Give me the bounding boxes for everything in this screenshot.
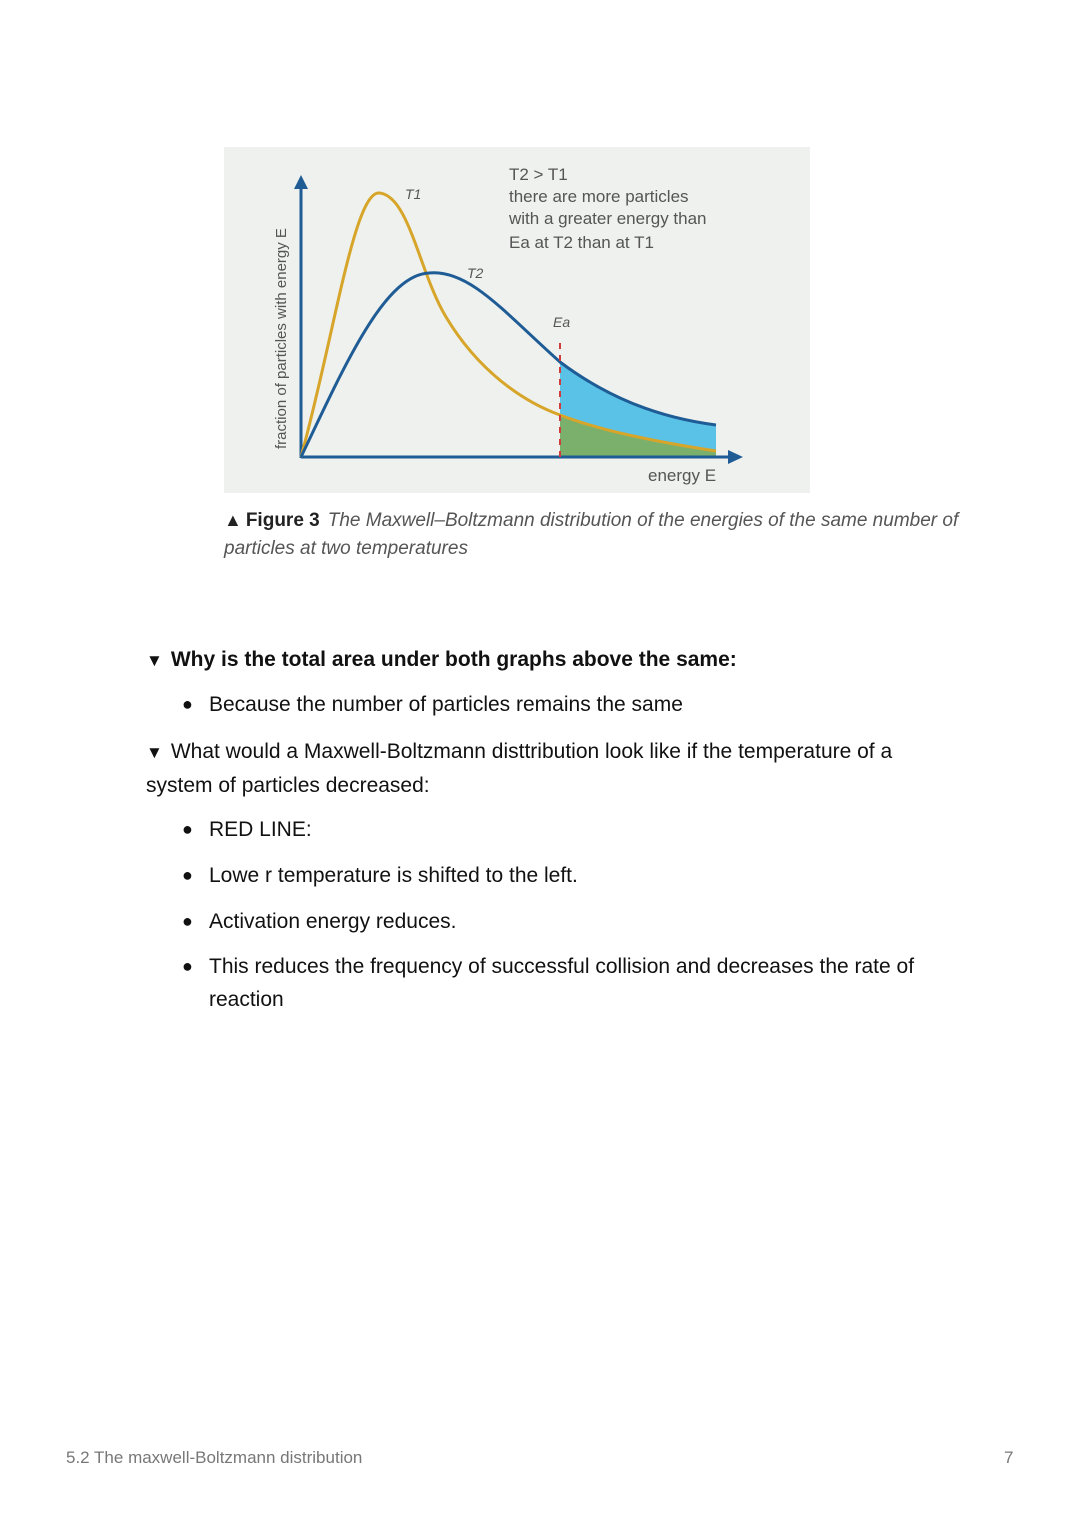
list-item-text: This reduces the frequency of successful collision and decreases the rate of reaction (209, 955, 915, 1011)
bullet-icon: ● (182, 911, 193, 931)
list-item (182, 950, 949, 1016)
caption-figure-number: Figure 3 (245, 510, 320, 531)
question-1[interactable] (146, 643, 946, 677)
annotation-line2: there are more particles (509, 187, 689, 206)
toggle-triangle-icon[interactable]: ▼ (146, 651, 163, 670)
list-item (182, 688, 949, 721)
ea-label: Ea (553, 314, 571, 330)
question-2[interactable] (146, 735, 946, 802)
maxwell-boltzmann-chart (224, 147, 810, 493)
list-item-text: Lowe r temperature is shifted to the left. (209, 864, 578, 887)
figure-caption (224, 506, 964, 563)
bullet-icon: ● (182, 956, 193, 976)
question-1-text: Why is the total area under both graphs above the same: (170, 648, 737, 671)
list-item-text: Because the number of particles remains the same (209, 693, 683, 716)
xlabel: energy E (648, 466, 717, 485)
curve-t2-label: T2 (467, 265, 484, 281)
list-item (182, 859, 949, 892)
x-axis-arrow (728, 450, 743, 464)
bullet-icon: ● (182, 865, 193, 885)
question-2-text: What would a Maxwell-Boltzmann disttribution look like if the temperature of a system of particles decreased: (146, 740, 893, 797)
toggle-triangle-icon[interactable]: ▼ (146, 743, 163, 762)
footer-title: 5.2 The maxwell-Boltzmann distribution (66, 1448, 363, 1467)
page-number: 7 (1004, 1448, 1014, 1467)
list-item-text: Activation energy reduces. (209, 910, 457, 933)
annotation-line1: T2 > T1 (509, 165, 568, 184)
caption-text: The Maxwell–Boltzmann distribution of the energies of the same number of particles at two temperatures (224, 510, 959, 559)
triangle-up-icon: ▲ (224, 510, 242, 530)
list-item (182, 905, 949, 938)
annotation-line3: with a greater energy than (509, 209, 707, 228)
y-axis-arrow (294, 175, 308, 189)
figure (224, 147, 810, 493)
bullet-icon: ● (182, 819, 193, 839)
list-item-text: RED LINE: (209, 818, 312, 841)
annotation-line4: Ea at T2 than at T1 (509, 233, 654, 252)
list-item (182, 813, 949, 846)
ylabel: fraction of particles with energy E (273, 228, 290, 449)
curve-t1-label: T1 (405, 186, 422, 202)
bullet-icon: ● (182, 694, 193, 714)
